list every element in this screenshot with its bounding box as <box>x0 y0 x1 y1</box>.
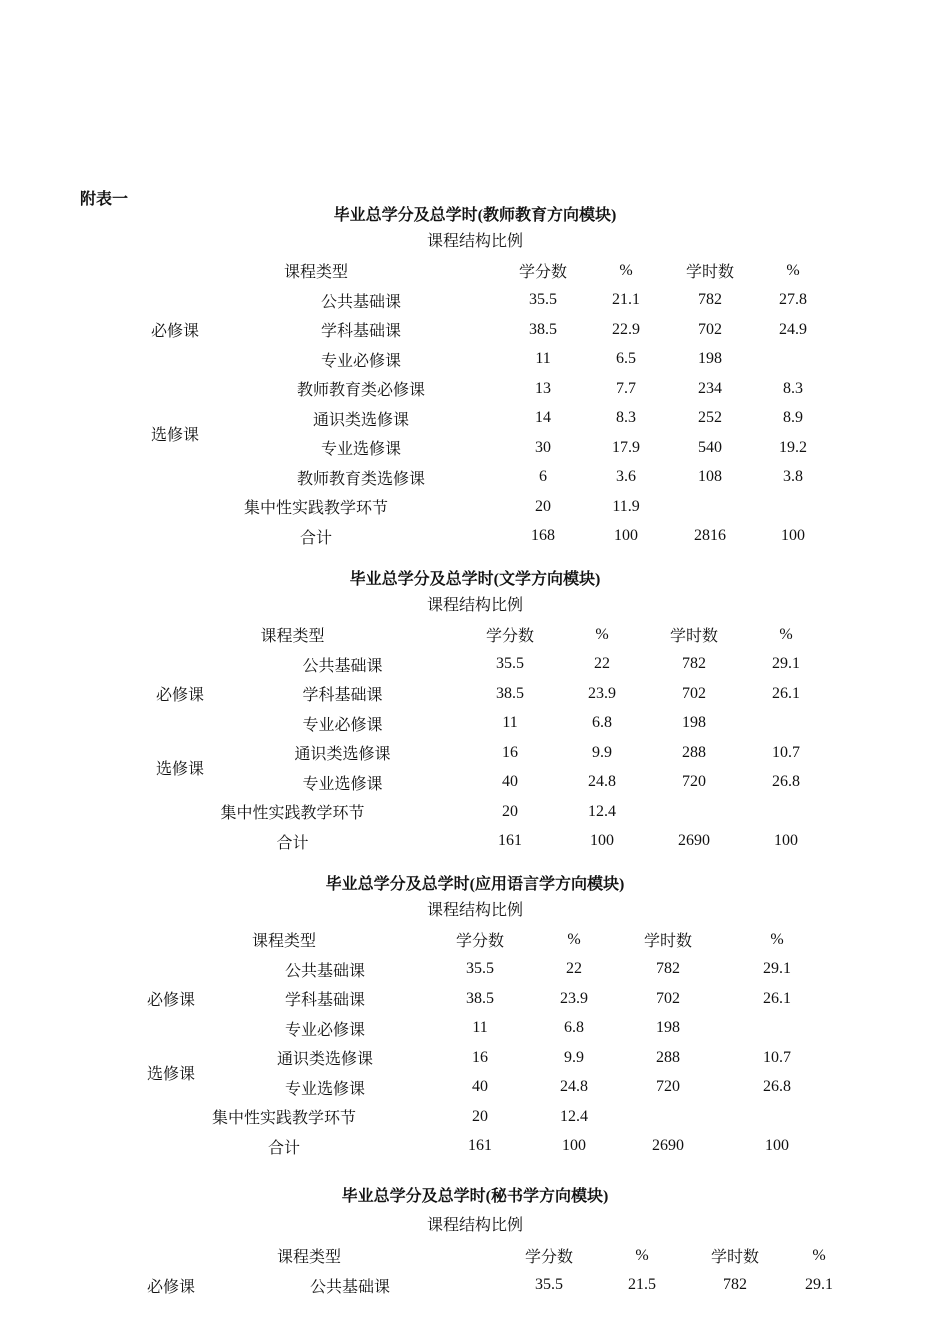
credit-percent-cell: 22 <box>594 655 611 673</box>
hours-cell: 702 <box>682 684 707 702</box>
course-structure-table <box>130 620 823 856</box>
credits-cell: 168 <box>531 527 556 545</box>
header-course-type: 课程类型 <box>277 1249 342 1267</box>
table-row <box>130 315 834 345</box>
appendix-label: 附表一 <box>80 191 129 208</box>
header-hours: 学时数 <box>686 264 735 282</box>
course-name-cell: 教师教育类必修课 <box>297 382 426 400</box>
credits-cell: 35.5 <box>496 655 525 673</box>
header-hours: 学时数 <box>644 933 693 951</box>
table-row <box>130 374 834 404</box>
course-type-cell: 集中性实践教学环节 <box>220 805 365 823</box>
course-type-cell: 集中性实践教学环节 <box>244 500 389 518</box>
credits-cell: 35.5 <box>535 1276 564 1294</box>
course-name-cell: 学科基础课 <box>285 992 366 1010</box>
hours-cell: 288 <box>656 1048 681 1066</box>
hours-cell <box>626 1102 710 1132</box>
credits-cell: 11 <box>535 350 551 368</box>
hour-percent-cell: 24.9 <box>779 320 808 338</box>
table-row <box>130 768 823 798</box>
hours-cell: 782 <box>656 960 681 978</box>
course-group-cell: 必修课 <box>146 992 195 1010</box>
hour-percent-cell: 19.2 <box>779 438 808 456</box>
credit-percent-cell: 23.9 <box>560 989 589 1007</box>
hour-percent-cell <box>710 1102 844 1132</box>
hours-cell: 288 <box>682 743 707 761</box>
table-row <box>130 433 834 463</box>
course-type-cell: 集中性实践教学环节 <box>212 1110 357 1128</box>
credit-percent-cell: 12.4 <box>588 802 617 820</box>
header-hours: 学时数 <box>711 1249 760 1267</box>
table-row <box>130 522 834 552</box>
table-subtitle: 课程结构比例 <box>426 902 523 919</box>
credits-cell: 16 <box>502 743 519 761</box>
hours-cell: 108 <box>698 468 723 486</box>
hours-cell: 2690 <box>652 1137 685 1155</box>
table-title: 毕业总学分及总学时(应用语言学方向模块) <box>325 876 625 893</box>
course-type-cell: 合计 <box>276 834 309 852</box>
credits-cell: 14 <box>535 409 552 427</box>
table-row <box>130 984 844 1014</box>
hours-cell: 198 <box>698 350 723 368</box>
course-structure-table <box>130 1241 842 1300</box>
hour-percent-cell: 8.9 <box>783 409 804 427</box>
credits-cell: 16 <box>472 1048 489 1066</box>
credit-percent-cell: 22.9 <box>612 320 641 338</box>
credits-cell: 38.5 <box>496 684 525 702</box>
credit-percent-cell: 3.6 <box>616 468 637 486</box>
course-structure-table <box>130 925 844 1161</box>
table-row <box>130 679 823 709</box>
table-header-row <box>130 1241 842 1271</box>
course-name-cell: 公共基础课 <box>302 657 383 675</box>
header-hour-percent: % <box>812 1246 826 1264</box>
table-title: 毕业总学分及总学时(秘书学方向模块) <box>341 1188 609 1205</box>
hour-percent-cell: 29.1 <box>805 1276 834 1294</box>
header-hour-percent: % <box>779 625 793 643</box>
table-row <box>130 1132 844 1162</box>
credits-cell: 20 <box>502 802 519 820</box>
table-title: 毕业总学分及总学时(教师教育方向模块) <box>333 207 617 224</box>
course-name-cell: 专业必修课 <box>285 1021 366 1039</box>
hour-percent-cell <box>752 492 834 522</box>
course-name-cell: 专业必修课 <box>321 352 402 370</box>
course-name-cell: 学科基础课 <box>321 323 402 341</box>
course-group-cell: 选修课 <box>150 426 199 444</box>
header-course-type: 课程类型 <box>284 264 349 282</box>
table-row <box>130 709 823 739</box>
credit-percent-cell: 9.9 <box>592 743 613 761</box>
hour-percent-cell <box>749 797 823 827</box>
table-row <box>130 492 834 522</box>
credits-cell: 40 <box>502 773 519 791</box>
table-row <box>130 1043 844 1073</box>
table-row <box>130 404 834 434</box>
hour-percent-cell: 27.8 <box>779 291 808 309</box>
hours-cell: 702 <box>656 989 681 1007</box>
hours-cell: 720 <box>682 773 707 791</box>
hour-percent-cell: 29.1 <box>772 655 801 673</box>
credit-percent-cell: 22 <box>566 960 583 978</box>
course-type-cell: 合计 <box>300 529 333 547</box>
hours-cell: 540 <box>698 438 723 456</box>
course-type-cell: 合计 <box>268 1139 301 1157</box>
credit-percent-cell: 6.8 <box>592 714 613 732</box>
course-name-cell: 学科基础课 <box>302 687 383 705</box>
hours-cell: 234 <box>698 379 723 397</box>
table-row <box>130 650 823 680</box>
hour-percent-cell: 29.1 <box>763 960 792 978</box>
hour-percent-cell: 100 <box>774 832 799 850</box>
hours-cell: 702 <box>698 320 723 338</box>
header-credit-percent: % <box>635 1246 649 1264</box>
credits-cell: 161 <box>498 832 523 850</box>
table-header-row <box>130 256 834 286</box>
credit-percent-cell: 17.9 <box>612 438 641 456</box>
credit-percent-cell: 100 <box>562 1137 587 1155</box>
credits-cell: 20 <box>535 497 552 515</box>
credit-percent-cell: 6.5 <box>616 350 637 368</box>
table-row <box>130 738 823 768</box>
course-name-cell: 专业必修课 <box>302 716 383 734</box>
header-credits: 学分数 <box>456 933 505 951</box>
credit-percent-cell: 6.8 <box>564 1019 585 1037</box>
table-row <box>130 1102 844 1132</box>
course-group-cell: 必修课 <box>155 687 204 705</box>
hour-percent-cell: 26.8 <box>772 773 801 791</box>
credits-cell: 38.5 <box>529 320 558 338</box>
hours-cell: 2690 <box>678 832 711 850</box>
table-row <box>130 797 823 827</box>
course-name-cell: 公共基础课 <box>310 1278 391 1296</box>
course-name-cell: 公共基础课 <box>321 293 402 311</box>
hour-percent-cell: 100 <box>765 1137 790 1155</box>
hours-cell: 198 <box>682 714 707 732</box>
hours-cell: 782 <box>698 291 723 309</box>
course-name-cell: 通识类选修课 <box>313 411 410 429</box>
header-credits: 学分数 <box>486 628 535 646</box>
table-header-row <box>130 925 844 955</box>
course-name-cell: 专业选修课 <box>302 775 383 793</box>
hours-cell <box>639 797 749 827</box>
course-name-cell: 专业选修课 <box>285 1080 366 1098</box>
credit-percent-cell: 100 <box>590 832 615 850</box>
credit-percent-cell: 24.8 <box>588 773 617 791</box>
course-group-cell: 选修课 <box>146 1066 195 1083</box>
hour-percent-cell: 8.3 <box>783 379 804 397</box>
hour-percent-cell: 26.8 <box>763 1078 792 1096</box>
credit-percent-cell: 7.7 <box>616 379 637 397</box>
credits-cell: 38.5 <box>466 989 495 1007</box>
course-group-cell: 必修课 <box>146 1278 195 1296</box>
table-subtitle: 课程结构比例 <box>426 1217 523 1234</box>
table-row <box>130 1073 844 1103</box>
course-name-cell: 专业选修课 <box>321 441 402 459</box>
header-credit-percent: % <box>619 261 633 279</box>
table-row <box>130 955 844 985</box>
hour-percent-cell: 10.7 <box>763 1048 792 1066</box>
hour-percent-cell <box>752 345 834 375</box>
table-row <box>130 1271 842 1301</box>
hour-percent-cell: 3.8 <box>783 468 804 486</box>
header-credit-percent: % <box>567 930 581 948</box>
hours-cell: 782 <box>723 1276 748 1294</box>
course-name-cell: 通识类选修课 <box>277 1051 374 1069</box>
table-row <box>130 286 834 316</box>
course-group-cell: 必修课 <box>150 323 199 341</box>
hours-cell: 782 <box>682 655 707 673</box>
table-row <box>130 1014 844 1044</box>
credits-cell: 13 <box>535 379 552 397</box>
credits-cell: 6 <box>539 468 548 486</box>
credit-percent-cell: 8.3 <box>616 409 637 427</box>
course-name-cell: 通识类选修课 <box>294 746 391 764</box>
header-hours: 学时数 <box>670 628 719 646</box>
credits-cell: 35.5 <box>466 960 495 978</box>
header-course-type: 课程类型 <box>260 628 325 646</box>
credits-cell: 11 <box>502 714 518 732</box>
header-hour-percent: % <box>770 930 784 948</box>
header-hour-percent: % <box>786 261 800 279</box>
credit-percent-cell: 9.9 <box>564 1048 585 1066</box>
credit-percent-cell: 21.5 <box>628 1276 657 1294</box>
header-credits: 学分数 <box>519 264 568 282</box>
credit-percent-cell: 23.9 <box>588 684 617 702</box>
credits-cell: 20 <box>472 1107 489 1125</box>
credit-percent-cell: 12.4 <box>560 1107 589 1125</box>
table-header-row <box>130 620 823 650</box>
hour-percent-cell: 100 <box>781 527 806 545</box>
table-row <box>130 345 834 375</box>
credits-cell: 40 <box>472 1078 489 1096</box>
hour-percent-cell: 26.1 <box>772 684 801 702</box>
credit-percent-cell: 24.8 <box>560 1078 589 1096</box>
hour-percent-cell: 26.1 <box>763 989 792 1007</box>
course-structure-table <box>130 256 834 551</box>
credits-cell: 30 <box>535 438 552 456</box>
credit-percent-cell: 100 <box>614 527 639 545</box>
credits-cell: 161 <box>468 1137 493 1155</box>
hours-cell: 198 <box>656 1019 681 1037</box>
hours-cell: 252 <box>698 409 723 427</box>
hour-percent-cell <box>710 1014 844 1044</box>
course-name-cell: 公共基础课 <box>285 962 366 980</box>
credit-percent-cell: 21.1 <box>612 291 641 309</box>
table-subtitle: 课程结构比例 <box>426 233 523 250</box>
hours-cell: 2816 <box>694 527 727 545</box>
course-name-cell: 教师教育类选修课 <box>297 470 426 488</box>
credit-percent-cell: 11.9 <box>612 497 640 515</box>
course-group-cell: 选修课 <box>155 761 204 778</box>
table-subtitle: 课程结构比例 <box>426 597 523 614</box>
table-title: 毕业总学分及总学时(文学方向模块) <box>349 571 601 588</box>
table-row <box>130 827 823 857</box>
hour-percent-cell: 10.7 <box>772 743 801 761</box>
credits-cell: 11 <box>472 1019 488 1037</box>
table-row <box>130 463 834 493</box>
header-credit-percent: % <box>595 625 609 643</box>
hour-percent-cell <box>749 709 823 739</box>
header-credits: 学分数 <box>525 1249 574 1267</box>
hours-cell: 720 <box>656 1078 681 1096</box>
hours-cell <box>668 492 752 522</box>
header-course-type: 课程类型 <box>252 933 317 951</box>
credits-cell: 35.5 <box>529 291 558 309</box>
